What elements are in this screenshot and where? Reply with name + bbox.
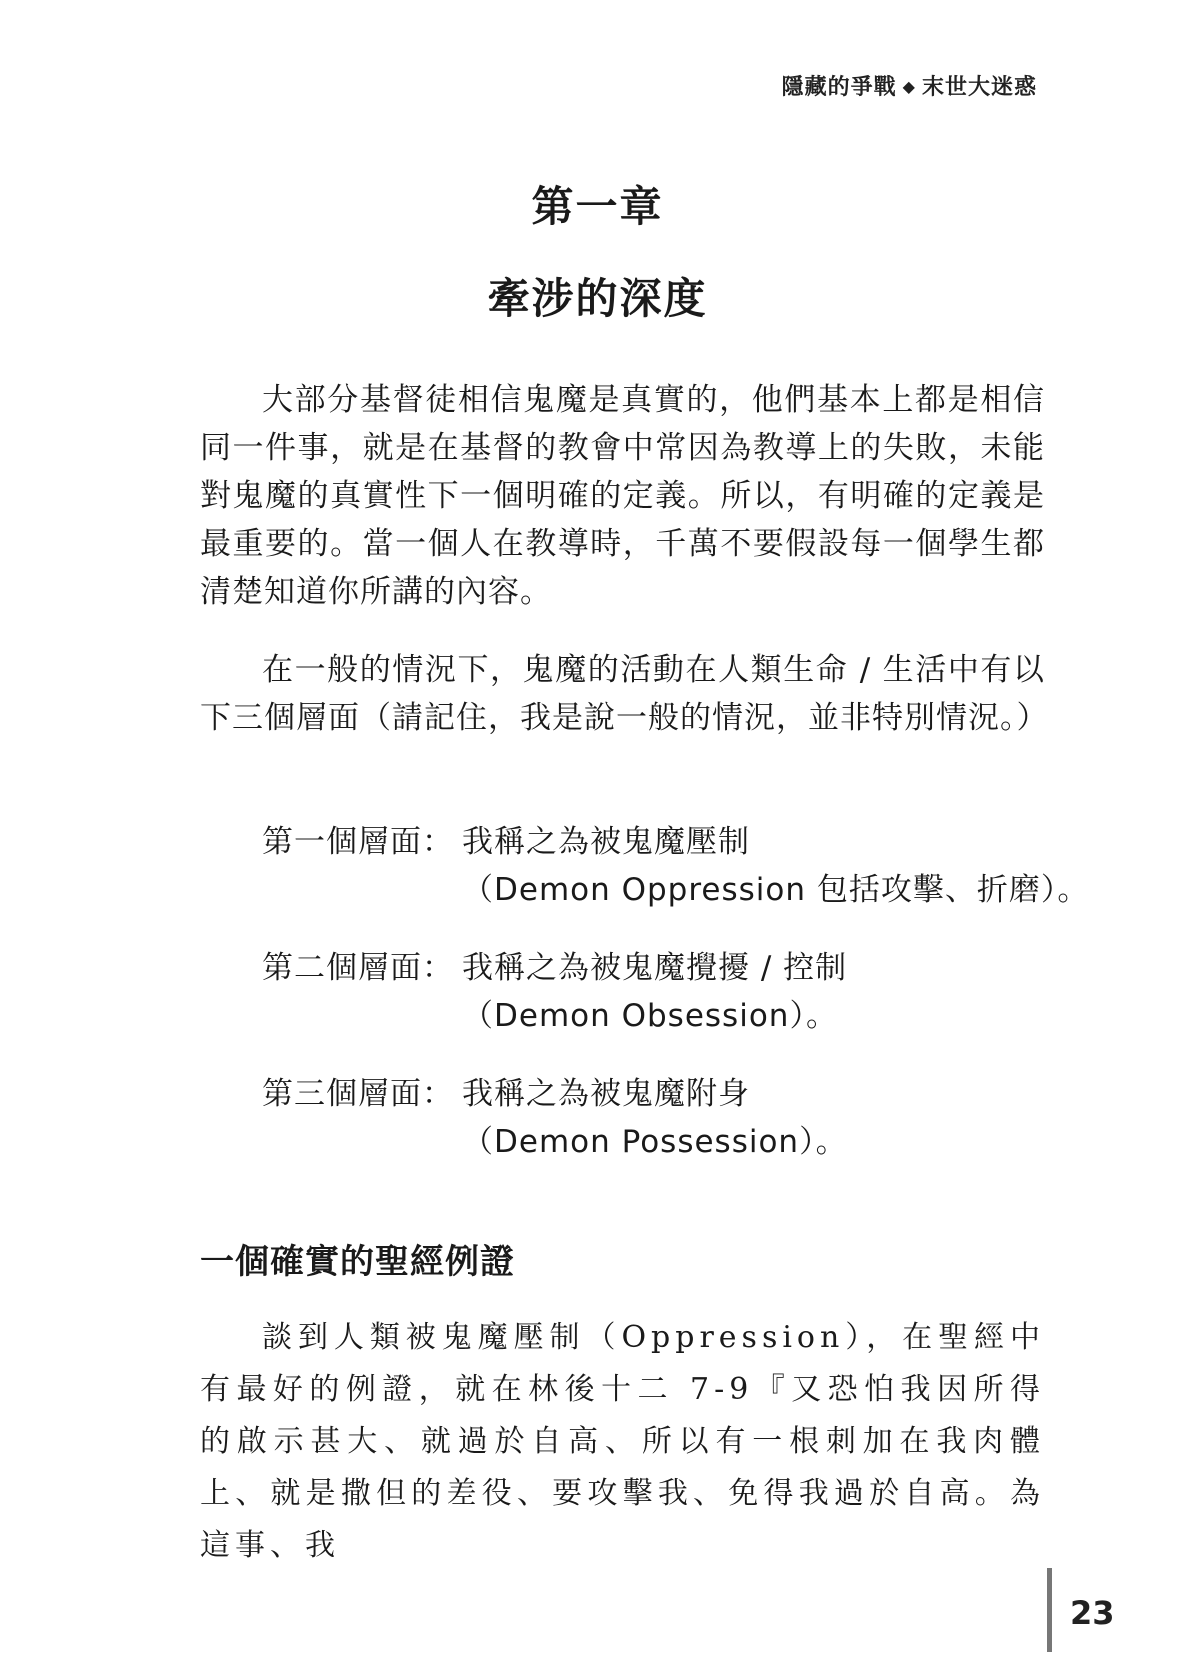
section-paragraph: 談到人類被鬼魔壓制（Oppression），在聖經中有最好的例證，就在林後十二 7-9『又恐怕我因所得的啟示甚大、就過於自高、所以有一根刺加在我肉體上、就是撒但的差役、要攻擊我、免得我過於自高。為這事、我 <box>200 1320 1045 1563</box>
level-label: 第二個層面： <box>262 950 454 986</box>
page-number-bar <box>1047 1568 1052 1652</box>
level-label: 第三個層面： <box>262 1076 454 1112</box>
paragraph-2: 在一般的情況下，鬼魔的活動在人類生命 / 生活中有以下三個層面（請記住，我是說一般的情況，並非特別情況。） <box>200 652 1049 736</box>
level-detail: （Demon Obsession）。 <box>462 998 838 1034</box>
chapter-number: 第一章 <box>531 182 664 231</box>
diamond-icon: ◆ <box>902 77 916 96</box>
section-heading: 一個確實的聖經例證 <box>200 1242 515 1282</box>
level-text: 我稱之為被鬼魔攪擾 / 控制 <box>462 950 848 986</box>
level-text: 我稱之為被鬼魔附身 <box>462 1076 750 1112</box>
running-head <box>782 70 1037 101</box>
level-item-1 <box>262 818 1089 914</box>
level-label: 第一個層面： <box>262 824 454 860</box>
level-item-2 <box>262 944 847 1040</box>
level-item-3 <box>262 1070 848 1166</box>
running-head-subtitle: 末世大迷惑 <box>921 75 1037 100</box>
paragraph-1: 大部分基督徒相信鬼魔是真實的，他們基本上都是相信同一件事，就是在基督的教會中常因為教導上的失敗，未能對鬼魔的真實性下一個明確的定義。所以，有明確的定義是最重要的。當一個人在教導時，千萬不要假設每一個學生都清楚知道你所講的內容。 <box>200 382 1045 610</box>
page-number: 23 <box>1070 1594 1115 1632</box>
level-text: 我稱之為被鬼魔壓制 <box>462 824 750 860</box>
running-head-book: 隱藏的爭戰 <box>781 75 897 100</box>
chapter-title: 牽涉的深度 <box>487 274 708 323</box>
level-detail: （Demon Possession）。 <box>462 1124 848 1160</box>
level-detail: （Demon Oppression 包括攻擊、折磨）。 <box>462 872 1090 908</box>
